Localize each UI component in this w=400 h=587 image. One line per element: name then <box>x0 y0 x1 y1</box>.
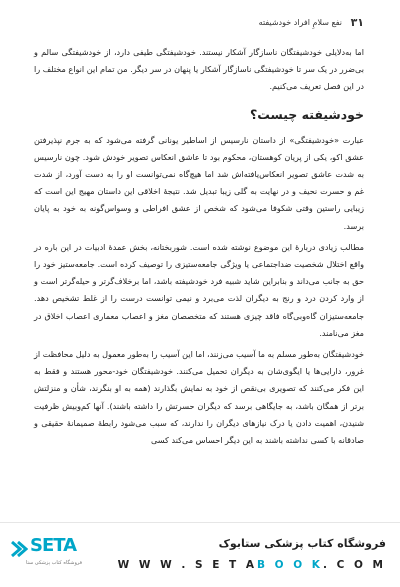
logo-caption: فروشگاه کتاب پزشکی ستا <box>26 560 83 566</box>
store-url-suffix: . C O M <box>322 559 386 571</box>
logo-mark-icon <box>8 539 28 559</box>
paragraph-3: خودشیفتگان به‌طور مسلم به ما آسیب می‌زنند، اما این آسیب را به‌طور معمول به دلیل محافظت از غرور، دارایی‌ها یا ایگوی‌شان به دیگران تحمیل می‌کنند. خودشیفتگان خود-محور هستند و فقط به این فکر می‌کنند که تصویری بی‌نقص از خود به نمایش بگذارند (همه به او بنگرند، شأن و منزلتش برتر از همگان باشد، به جایگاهی برسد که دیگران حسرتش را داشته باشند). آنها کم‌وبیش ظرفیت شنیدن، اهمیت دادن یا درک نیازهای دیگران را ندارند، که سبب می‌شود رابطهٔ صمیمانهٔ حقیقی و صادقانه با کسی نداشته باشند به این دیگر احساس می‌کند کسی <box>34 349 364 446</box>
store-url-accent: B O O K <box>256 559 323 571</box>
paragraph-1: عبارت «خودشیفتگی» از داستان نارسیس از اساطیر یونانی گرفته می‌شود که به جرم نپذیرفتن عشق اکو، یکی از پریان کوهستان، محکوم بود تا عاشق انعکاس تصویر خودش شود. چون نارسیس به شدت عاشق تصویر انعکاس‌یافته‌اش شد اما هیچ‌گاه نمی‌توانست او را به دست آورد، از شدت غم و حسرت نحیف و در نهایت به گلی زیبا تبدیل شد. نتیجهٔ اخلاقی این داستان مهیج این است که زیبایی راستین وقتی شکوفا می‌شود که شخص از عشق افراطی و وسواس‌گونه به خود به پایان برسد. <box>34 134 364 231</box>
page-number: ۳۱ <box>350 16 364 29</box>
running-title: نفع سلامِ افراد خودشیفته <box>258 18 342 27</box>
section-heading: خودشیفته چیست؟ <box>249 106 364 122</box>
logo-wordmark: SETA <box>30 535 77 556</box>
page-body <box>34 44 364 453</box>
store-logo[interactable] <box>8 535 86 575</box>
footer-banner <box>0 522 400 587</box>
store-url-link[interactable] <box>118 559 386 571</box>
store-url-prefix: W W W . S E T A <box>117 559 257 571</box>
paragraph-2: مطالب زیادی دربارهٔ این موضوع نوشته شده است. شوربختانه، بخش عمدهٔ ادبیات در این باره در واقع اختلال شخصیت ضداجتماعی یا ویژگی جامعه‌ستیزی را توصیف کرده است. جامعه‌ستیز خود را حق به جانب می‌داند و بنابراین شاید شبیه فرد خودشیفته باشد، اما برخلاف‌گرتر و حیله‌گرتر است و از وارد کردن درد و رنج به دیگران لذت می‌برد و نیمی توانست درست را از غلط تشخیص دهد. جامعه‌ستیزان گاه‌وبی‌گاه فاقد چیزی هستند که متخصصان مغز و اعصاب معماری اعصاب اخلاق در مغز می‌نامند. <box>34 241 364 338</box>
store-name: فروشگاه کتاب پزشکی ستابوک <box>218 537 386 550</box>
running-head <box>0 14 400 34</box>
intro-paragraph: اما به‌دلایلی خودشیفتگان ناسازگار آشکار نیستند. خودشیفتگی طیفی دارد، از خودشیفتگی سالم و بی‌ضرر در یک سر تا خودشیفتگی ناسازگار آشکار یا پنهان در سر دیگر. من تمام این انواع مختلف را در این فصل تعریف می‌کنیم. <box>34 47 364 92</box>
